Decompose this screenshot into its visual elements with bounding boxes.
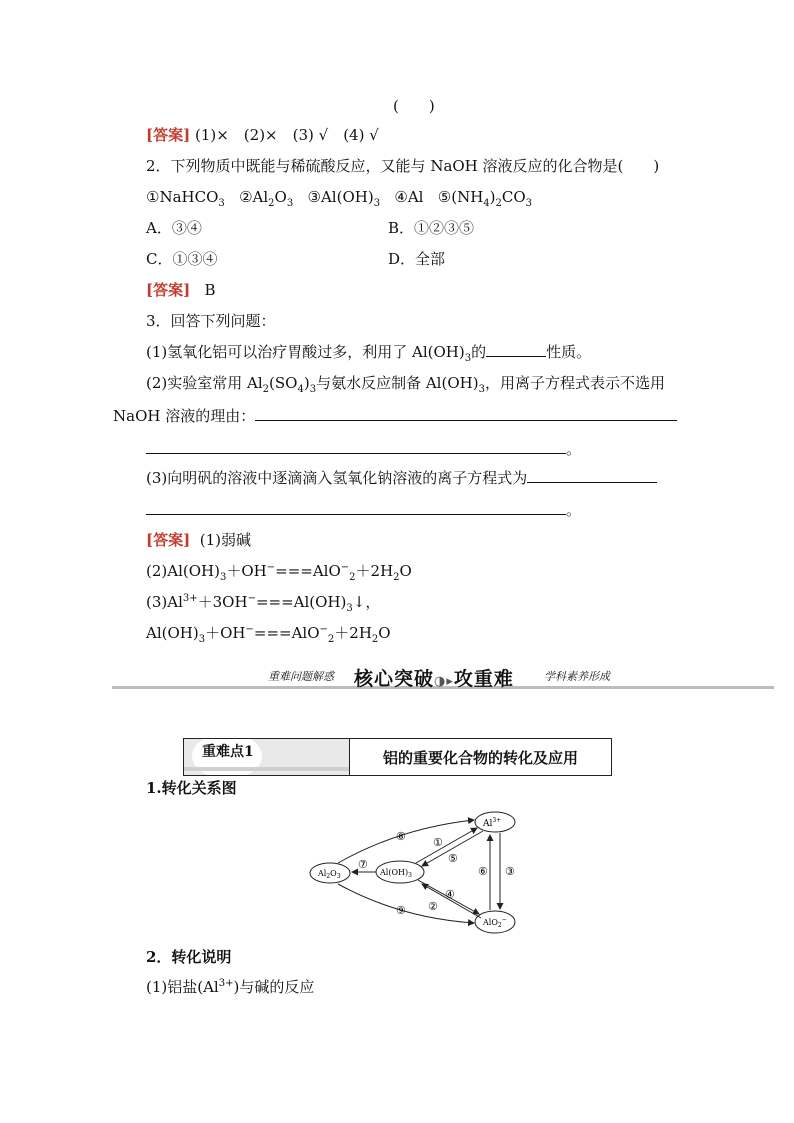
key-point-tag: 重难点1 xyxy=(202,744,254,760)
answer-text: (1)× (2)× (3) √ (4) √ xyxy=(194,126,379,144)
q2-stem: 2．下列物质中既能与稀硫酸反应，又能与 NaOH 溶液反应的化合物是( ) xyxy=(146,157,660,175)
section2-item1: (1)铝盐$(Al^{3+})$与碱的反应 xyxy=(146,978,315,996)
q2-option-a: A．③④ xyxy=(146,219,202,237)
banner-center: 核心突破◑▸攻重难 xyxy=(354,668,514,690)
q3-part3-line2: 。 xyxy=(146,500,581,520)
section2-title: 2．转化说明 xyxy=(146,948,232,966)
conversion-diagram xyxy=(300,806,540,936)
answer-blank[interactable] xyxy=(146,500,566,515)
svg-text:⑤: ⑤ xyxy=(448,852,458,865)
arrow-1 xyxy=(416,828,477,863)
q3-part2-cont: NaOH 溶液的理由： xyxy=(113,406,677,426)
svg-text:Al3+: $Al^{3+}$ xyxy=(483,817,502,829)
svg-text:⑥: ⑥ xyxy=(478,865,488,878)
q1-answer xyxy=(146,125,379,145)
answer-blank[interactable] xyxy=(486,342,546,357)
q3-part1: (1)氢氧化铝可以治疗胃酸过多，利用了 $Al(OH)_3$的 性质。 xyxy=(146,343,592,364)
section-banner xyxy=(112,664,774,694)
svg-text:①: ① xyxy=(433,836,443,849)
banner-left: 重难问题解惑 xyxy=(268,670,334,683)
q3-answer-2: $(2)Al(OH)_3+OH^-===AlO^-_2+2H_2O$ xyxy=(146,562,412,583)
q2-option-b: B．①②③⑤ xyxy=(388,219,475,237)
svg-text:⑧: ⑧ xyxy=(396,830,406,843)
answer-blank[interactable] xyxy=(527,468,657,483)
answer-blank[interactable] xyxy=(146,439,566,454)
svg-text:AlO2−: AlO$_2$− xyxy=(483,916,507,929)
q3-answer-3: $(3)Al^{3+}+3OH^-===Al(OH)_3↓$， xyxy=(146,593,381,614)
q1-paren: ( ) xyxy=(393,97,435,115)
q3-part2-line2: 。 xyxy=(146,439,581,459)
q2-option-c: C．①③④ xyxy=(146,250,218,268)
banner-right: 学科素养形成 xyxy=(544,670,610,683)
svg-text:②: ② xyxy=(428,900,438,913)
q3-stem: 3．回答下列问题： xyxy=(146,312,276,330)
answer-blank[interactable] xyxy=(255,406,677,421)
q3-part3: (3)向明矾的溶液中逐滴滴入氢氧化钠溶液的离子方程式为 xyxy=(146,468,657,488)
q2-substances: ①NaHCO$_3$ $②Al_2O_3$ $③Al(OH)_3$ ④Al $⑤(NH_4)_2CO_3$ xyxy=(146,188,533,209)
q3-answer: [答案] (1)弱碱 xyxy=(146,531,251,549)
section1-title: 1.转化关系图 xyxy=(146,779,237,797)
q3-part2: (2)实验室常用 $Al_2(SO_4)_3$与氨水反应制备 $Al(OH)_3$，用离子方程式表示不选用 xyxy=(146,374,665,395)
q2-option-d: D．全部 xyxy=(388,250,446,268)
q2-answer: [答案] B xyxy=(146,281,216,299)
key-point-title: 铝的重要化合物的转化及应用 xyxy=(382,749,578,767)
key-point-box xyxy=(183,738,612,776)
q3-answer-4: $Al(OH)_3+OH^-===AlO^-_2+2H_2O$ xyxy=(146,624,391,645)
answer-tag: [答案] xyxy=(146,126,191,144)
svg-text:④: ④ xyxy=(445,888,455,901)
svg-text:Al(OH)3: $Al(OH)_3$ xyxy=(380,868,412,879)
key-point-tag-area xyxy=(184,739,350,775)
arrow-icon: ◑▸ xyxy=(434,674,454,689)
svg-text:③: ③ xyxy=(505,865,515,878)
svg-text:Al2O3: $Al_2O_3$ xyxy=(318,869,341,880)
svg-text:⑦: ⑦ xyxy=(358,858,368,871)
svg-text:⑨: ⑨ xyxy=(396,904,406,917)
